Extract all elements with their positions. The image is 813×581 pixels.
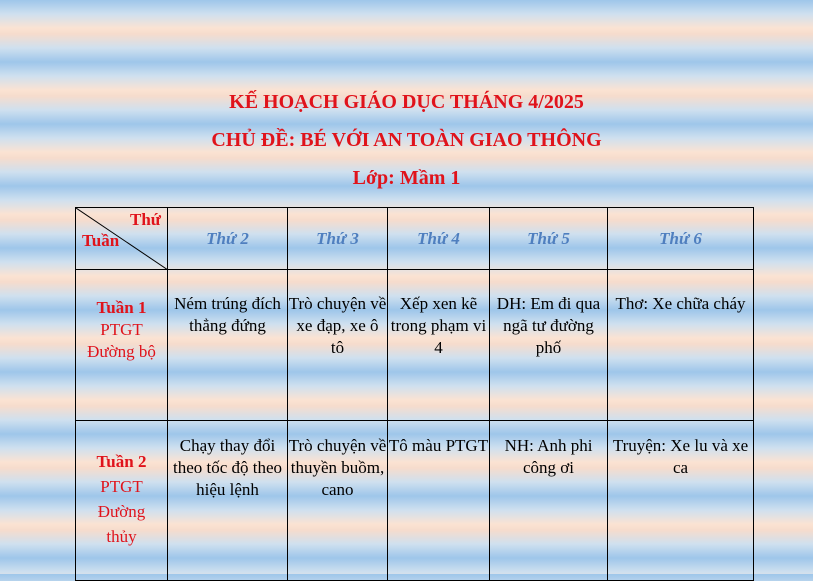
corner-week-label: Tuần	[82, 231, 120, 250]
day-header: Thứ 3	[288, 208, 388, 270]
topic-title: CHỦ ĐỀ: BÉ VỚI AN TOÀN GIAO THÔNG	[211, 129, 602, 151]
plan-title: KẾ HOẠCH GIÁO DỤC THÁNG 4/2025	[229, 91, 584, 113]
week-name: Tuần 1	[96, 298, 147, 317]
activity-cell	[490, 421, 608, 581]
activity-cell	[288, 421, 388, 581]
activity-text: NH: Anh phi công ơi	[504, 436, 593, 477]
week-theme: PTGT	[100, 320, 143, 339]
activity-cell	[388, 421, 490, 581]
activity-text: Trò chuyện về thuyền buồm, cano	[288, 436, 387, 499]
class-title: Lớp: Mầm 1	[352, 167, 461, 189]
day-header: Thứ 5	[490, 208, 608, 270]
activity-text: Xếp xen kẽ trong phạm vi 4	[390, 294, 487, 357]
activity-text: Tô màu PTGT	[388, 436, 489, 455]
week-cell	[76, 421, 168, 581]
activity-cell	[490, 270, 608, 421]
activity-cell	[168, 421, 288, 581]
corner-day-label: Thứ	[130, 210, 161, 229]
day-header: Thứ 6	[608, 208, 754, 270]
day-header: Thứ 4	[388, 208, 490, 270]
activity-text: DH: Em đi qua ngã tư đường phố	[496, 294, 601, 357]
activity-text: Truyện: Xe lu và xe ca	[612, 436, 749, 477]
activity-cell	[608, 270, 754, 421]
activity-text: Ném trúng đích thẳng đứng	[174, 294, 281, 335]
header	[0, 92, 813, 188]
education-plan-table	[75, 207, 754, 581]
activity-cell	[288, 270, 388, 421]
day-header: Thứ 2	[168, 208, 288, 270]
activity-cell	[168, 270, 288, 421]
activity-text: Chạy thay đổi theo tốc độ theo hiệu lệnh	[172, 436, 283, 499]
week-theme: Đường	[97, 502, 146, 521]
week-name: Tuần 2	[96, 452, 147, 471]
week-theme: PTGT	[100, 477, 143, 496]
week-cell	[76, 270, 168, 421]
corner-header-cell	[76, 208, 168, 270]
week-theme: thủy	[106, 527, 137, 546]
week-theme: Đường bộ	[87, 342, 156, 361]
activity-text: Trò chuyện về xe đạp, xe ô tô	[288, 294, 387, 357]
table-row	[76, 421, 754, 581]
activity-text: Thơ: Xe chữa cháy	[615, 294, 746, 313]
activity-cell	[608, 421, 754, 581]
activity-cell	[388, 270, 490, 421]
table-row	[76, 270, 754, 421]
table-header-row	[76, 208, 754, 270]
